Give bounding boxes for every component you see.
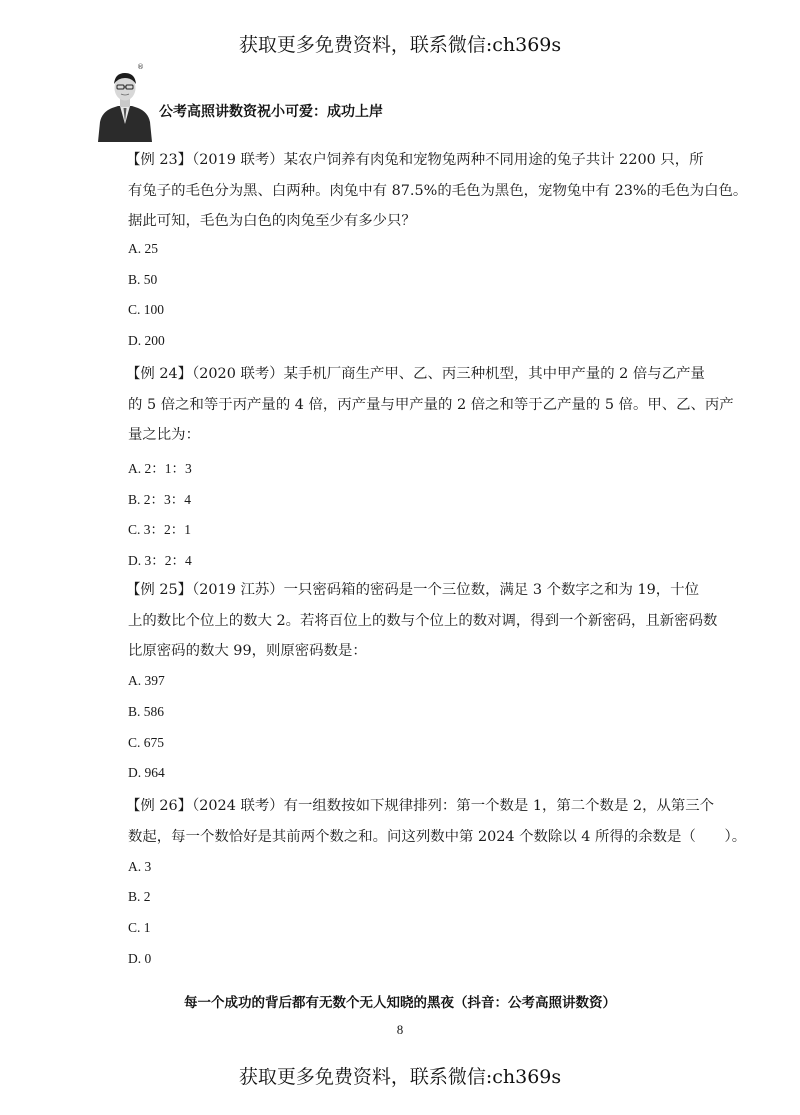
question-line: 【例 23】（2019 联考）某农户饲养有肉兔和宠物兔两种不同用途的兔子共计 2200 只，所 — [126, 152, 704, 168]
question-26-text — [126, 791, 747, 852]
bottom-banner: 获取更多免费资料，联系微信:ch369s — [238, 1066, 562, 1088]
question-line: 比原密码的数大 99，则原密码数是： — [128, 643, 367, 659]
page-number: 8 — [396, 1022, 404, 1037]
presenter-portrait-icon — [96, 66, 154, 142]
question-line: 的 5 倍之和等于丙产量的 4 倍，丙产量与甲产量的 2 倍之和等于乙产量的 5 倍。甲、乙、丙产 — [128, 396, 734, 413]
question-line: 量之比为： — [128, 427, 200, 443]
option-a: A. 2：1：3 — [128, 461, 192, 476]
option-a: A. 397 — [128, 673, 165, 688]
question-line: 据此可知，毛色为白色的肉兔至少有多少只？ — [128, 213, 416, 229]
option-d: D. 964 — [128, 765, 165, 780]
option-b: B. 50 — [128, 272, 158, 287]
header-slogan: 公考高照讲数资祝小可爱：成功上岸 — [159, 104, 383, 120]
option-d: D. 0 — [128, 951, 152, 966]
question-23-text — [126, 145, 748, 237]
option-c: C. 100 — [128, 302, 165, 317]
question-line: 【例 24】（2020 联考）某手机厂商生产甲、乙、丙三种机型，其中甲产量的 2 倍与乙产量 — [126, 366, 705, 382]
question-line: 数起，每一个数恰好是其前两个数之和。问这列数中第 2024 个数除以 4 所得的余数是（ ）。 — [128, 828, 747, 845]
question-line: 有兔子的毛色分为黑、白两种。肉兔中有 87.5%的毛色为黑色，宠物兔中有 23%的毛色为白色。 — [128, 182, 748, 199]
top-banner: 获取更多免费资料，联系微信:ch369s — [238, 34, 562, 56]
option-c: C. 1 — [128, 920, 151, 935]
option-d: D. 200 — [128, 333, 165, 348]
option-a: A. 25 — [128, 241, 158, 256]
question-24-text — [126, 359, 734, 451]
option-b: B. 586 — [128, 704, 165, 719]
option-b: B. 2 — [128, 889, 151, 904]
question-line: 【例 26】（2024 联考）有一组数按如下规律排列：第一个数是 1，第二个数是 2，从第三个 — [126, 798, 715, 814]
option-c: C. 3：2：1 — [128, 522, 192, 537]
option-a: A. 3 — [128, 859, 152, 874]
question-25-text — [126, 575, 718, 667]
question-line: 上的数比个位上的数大 2。若将百位上的数与个位上的数对调，得到一个新密码，且新密码数 — [128, 612, 718, 629]
question-line: 【例 25】（2019 江苏）一只密码箱的密码是一个三位数，满足 3 个数字之和为 19，十位 — [126, 582, 699, 598]
option-b: B. 2：3：4 — [128, 492, 192, 507]
option-c: C. 675 — [128, 735, 165, 750]
option-d: D. 3：2：4 — [128, 553, 192, 568]
registered-mark: ® — [137, 63, 144, 71]
footer-quote: 每一个成功的背后都有无数个无人知晓的黑夜（抖音：公考高照讲数资） — [184, 995, 616, 1011]
